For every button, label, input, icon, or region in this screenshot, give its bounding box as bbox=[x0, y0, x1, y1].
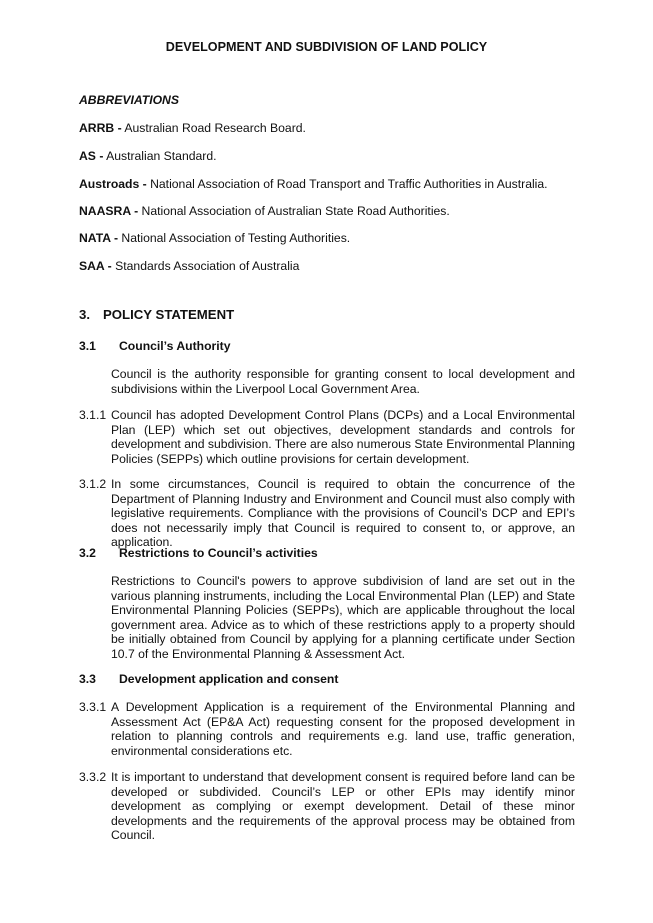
paragraph-text: A Development Application is a requirement of the Environmental Planning and Assessment Act (EP&A Act) requesting consent for the proposed development in relation to planning controls and requirements e.g. land use, traffic generation, environmental considerations etc. bbox=[111, 700, 575, 758]
abbreviation-item bbox=[79, 177, 548, 192]
abbreviation-item bbox=[79, 204, 450, 219]
subsection-heading-3-2 bbox=[79, 546, 318, 561]
subsection-number: 3.3 bbox=[79, 672, 96, 686]
paragraph-number: 3.3.2 bbox=[79, 770, 107, 784]
paragraph-text: Restrictions to Council's powers to approve subdivision of land are set out in the various planning instruments, including the Local Environmental Plan (LEP) and State Environmental Planning Policies (SEPPs), which are applicable throughout the local government area. Advice as to which of these restrictions apply to a property should be initially obtained from Council by applying for a planning certificate under Section 10.7 of the Environmental Planning & Assessment Act. bbox=[111, 574, 575, 661]
section-heading bbox=[79, 308, 234, 323]
paragraph-3-1-2 bbox=[79, 477, 575, 550]
abbreviation-item bbox=[79, 149, 217, 164]
paragraph-3-3-1 bbox=[79, 700, 575, 758]
paragraph-3-1 bbox=[111, 367, 575, 396]
subsection-number: 3.1 bbox=[79, 339, 96, 353]
abbreviation-definition: National Association of Testing Authorities. bbox=[118, 231, 351, 245]
abbreviation-definition: Australian Road Research Board. bbox=[121, 121, 306, 135]
subsection-heading-3-3 bbox=[79, 672, 338, 687]
paragraph-3-2 bbox=[111, 574, 575, 662]
paragraph-text: It is important to understand that development consent is required before land can be developed or subdivided. Council’s LEP or other EPIs may identify minor development as complying or exempt development. Detail of these minor developments and the requirements of the approval process may be obtained from Council. bbox=[111, 770, 575, 843]
subsection-number: 3.2 bbox=[79, 546, 96, 560]
abbreviation-term: ARRB - bbox=[79, 121, 122, 135]
paragraph-number: 3.3.1 bbox=[79, 700, 107, 714]
subsection-heading-3-1 bbox=[79, 339, 231, 354]
abbreviation-definition: National Association of Australian State Road Authorities. bbox=[138, 204, 450, 218]
abbreviation-term: AS - bbox=[79, 149, 104, 163]
paragraph-number: 3.1.1 bbox=[79, 408, 107, 422]
paragraph-text: Council is the authority responsible for granting consent to local development and subdivisions within the Liverpool Local Government Area. bbox=[111, 367, 575, 396]
paragraph-number: 3.1.2 bbox=[79, 477, 107, 491]
abbreviation-definition: National Association of Road Transport and Traffic Authorities in Australia. bbox=[146, 177, 548, 191]
section-title: POLICY STATEMENT bbox=[103, 307, 235, 322]
abbreviation-definition: Standards Association of Australia bbox=[111, 259, 300, 273]
paragraph-text: Council has adopted Development Control Plans (DCPs) and a Local Environmental Plan (LEP) which set out objectives, development standards and controls for development and subdivision. There are also numerous State Environmental Planning Policies (SEPPs) which outline provisions for certain development. bbox=[111, 408, 575, 466]
abbreviation-item bbox=[79, 231, 350, 246]
subsection-title: Development application and consent bbox=[119, 672, 339, 686]
paragraph-text: In some circumstances, Council is required to obtain the concurrence of the Department of Planning Industry and Environment and Council must also comply with legislative requirements. Compliance with the provisions of Council’s DCP and EPI’s does not necessarily imply that Council is required to consent to, or approve, an application. bbox=[111, 477, 575, 550]
abbreviation-term: Austroads - bbox=[79, 177, 147, 191]
abbreviation-definition: Australian Standard. bbox=[103, 149, 217, 163]
abbreviation-term: NATA - bbox=[79, 231, 119, 245]
paragraph-3-3-2 bbox=[79, 770, 575, 843]
abbreviation-item bbox=[79, 121, 306, 136]
paragraph-3-1-1 bbox=[79, 408, 575, 466]
subsection-title: Restrictions to Council’s activities bbox=[119, 546, 318, 560]
section-number: 3. bbox=[79, 307, 90, 322]
abbreviation-item bbox=[79, 259, 299, 274]
subsection-title: Council’s Authority bbox=[119, 339, 231, 353]
abbreviations-heading: ABBREVIATIONS bbox=[79, 93, 179, 107]
abbreviation-term: NAASRA - bbox=[79, 204, 139, 218]
document-title: DEVELOPMENT AND SUBDIVISION OF LAND POLICY bbox=[165, 40, 488, 54]
abbreviation-term: SAA - bbox=[79, 259, 112, 273]
